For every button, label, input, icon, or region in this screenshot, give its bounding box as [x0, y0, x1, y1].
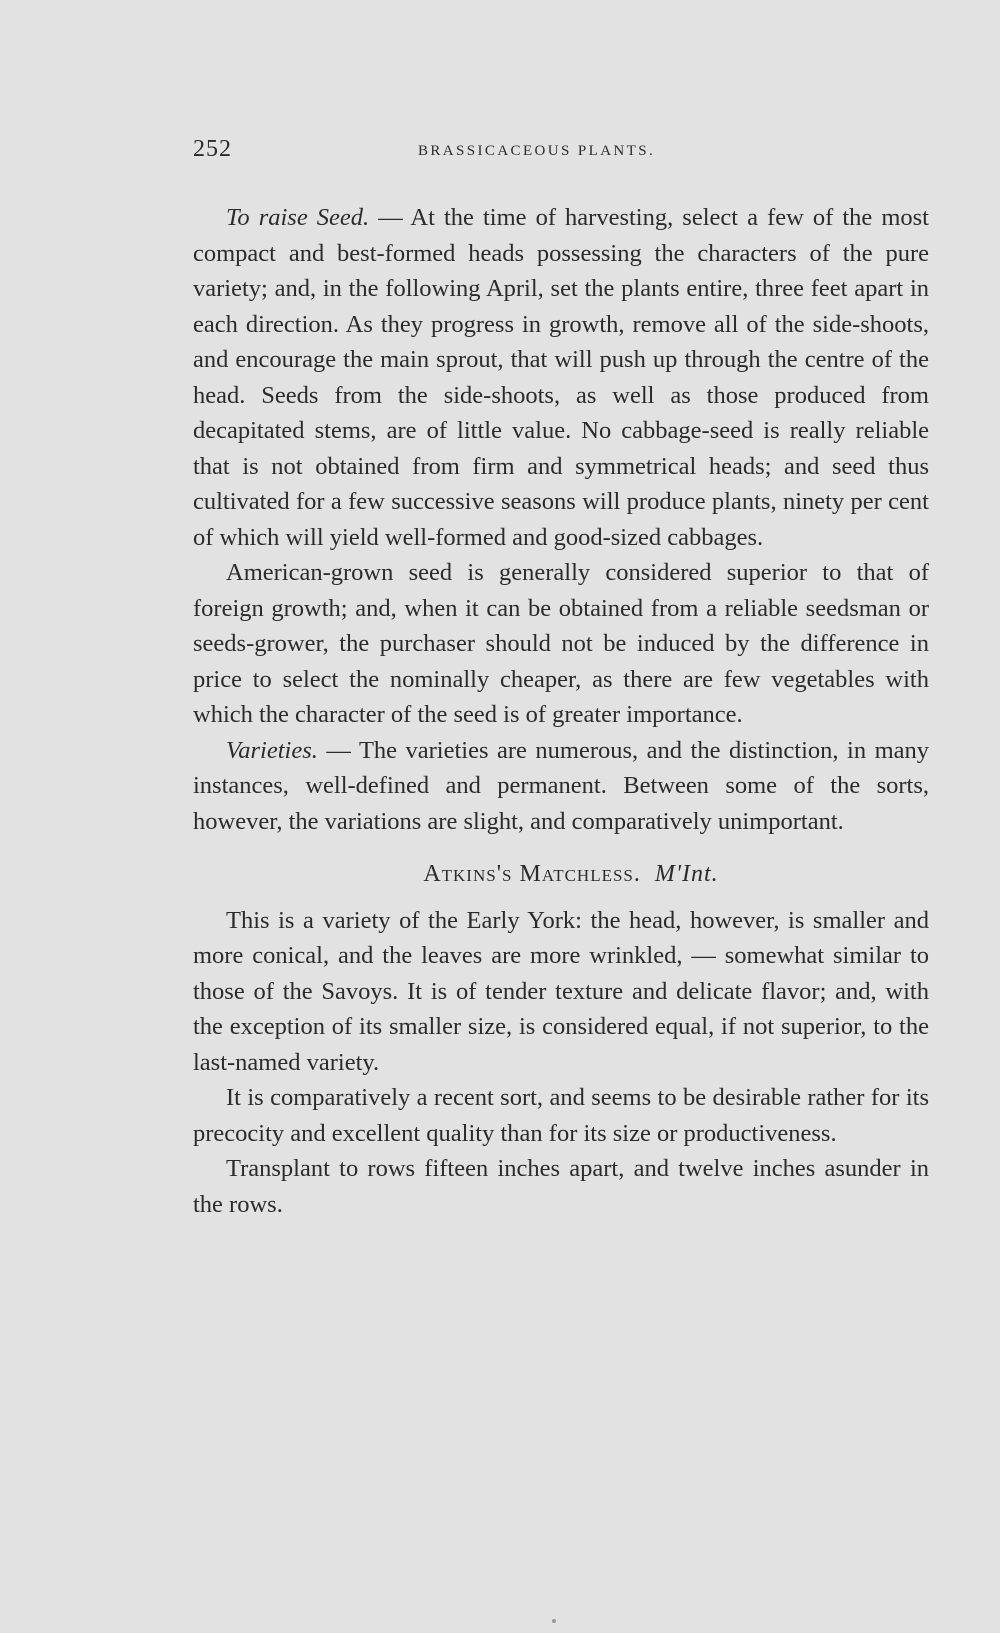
variety-heading: [193, 857, 929, 893]
paragraph-text: Transplant to rows fifteen inches apart, and twelve inches asunder in the rows.: [193, 1155, 929, 1218]
paragraph-varieties: [193, 733, 929, 840]
paragraph-american-seed: [193, 555, 929, 733]
paragraph-lead: To raise Seed.: [226, 204, 370, 231]
paragraph-text: This is a variety of the Early York: the head, however, is smaller and more conical, and the leaves are more wrinkled, — somewhat similar to those of the Savoys. It is of tender texture and delicate flavor; and, with the exception of its smaller size, is considered equal, if not superior, to the last-named variety.: [193, 906, 929, 1076]
paragraph-to-raise-seed: [193, 200, 929, 555]
em-dash: —: [317, 736, 359, 764]
paragraph-variety-description: [193, 903, 929, 1081]
paragraph-lead: Varieties.: [226, 736, 318, 764]
paragraph-variety-quality: [193, 1080, 929, 1151]
body-text: [193, 200, 929, 1222]
em-dash: —: [369, 204, 411, 231]
variety-title: Atkins's Matchless.: [423, 861, 641, 887]
paragraph-text: The varieties are numerous, and the distinction, in many instances, well-defined and permanent. Between some of the sorts, however, the variations are slight, and comparatively unimportant.: [193, 736, 929, 835]
paragraph-transplant: [193, 1151, 929, 1222]
running-title: BRASSICACEOUS PLANTS.: [418, 143, 656, 159]
page-number: 252: [193, 136, 232, 162]
paragraph-text: American-grown seed is generally considered superior to that of foreign growth; and, when it can be obtained from a reliable seedsman or seeds-grower, the purchaser should not be induced by the difference in price to select the nominally cheaper, as there are few vegetables with which the character of the seed is of greater importance.: [193, 559, 929, 728]
paper-speck: [552, 1619, 556, 1623]
paragraph-text: At the time of harvesting, select a few of the most compact and best-formed heads possessing the characters of the pure variety; and, in the following April, set the plants entire, three feet apart in each direction. As they progress in growth, remove all of the side-shoots, and encourage the main sprout, that will push up through the centre of the head. Seeds from the side-shoots, as well as those produced from decapitated stems, are of little value. No cabbage-seed is really reliable that is not obtained from firm and symmetrical heads; and seed thus cultivated for a few successive seasons will produce plants, ninety per cent of which will yield well-formed and good-sized cabbages.: [193, 204, 929, 551]
paragraph-text: It is comparatively a recent sort, and seems to be desirable rather for its precocity and excellent quality than for its size or productiveness.: [193, 1084, 929, 1147]
variety-authority: M'Int.: [654, 861, 719, 887]
page-header: [193, 136, 933, 168]
